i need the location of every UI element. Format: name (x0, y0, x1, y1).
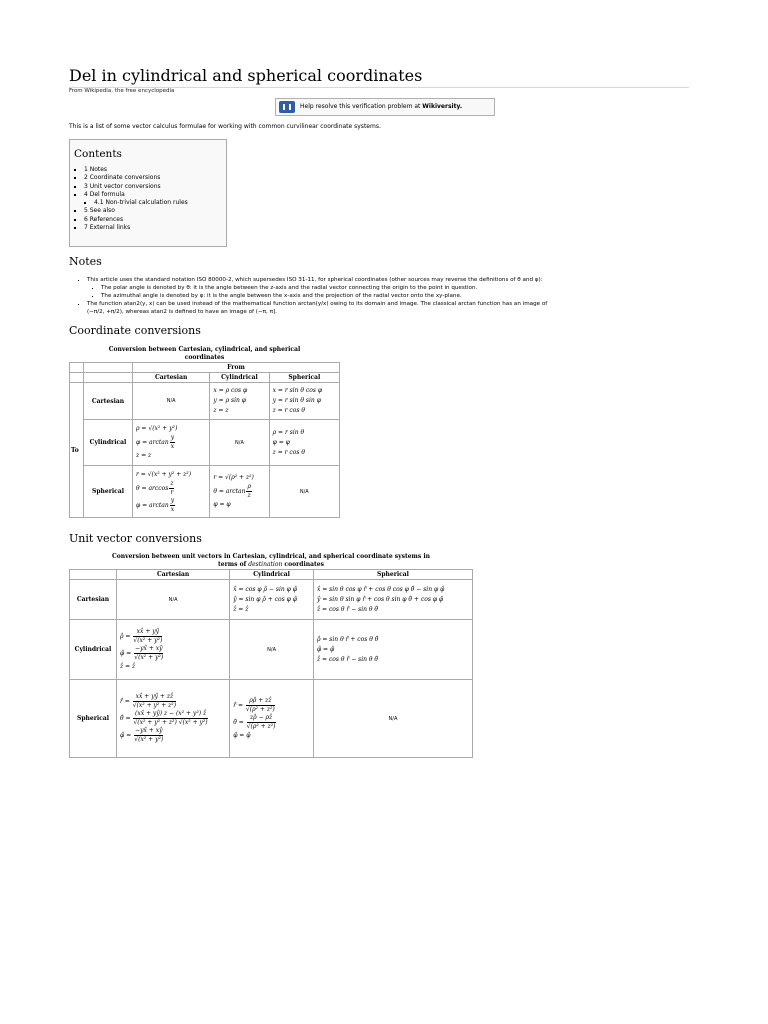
col-spherical: Spherical (313, 570, 472, 580)
coord-table (69, 362, 340, 518)
toc-item[interactable]: ▪ 2 Coordinate conversions (84, 174, 222, 182)
cyl-to-cart-cell (210, 383, 269, 420)
unit-caption-italic: destination (248, 561, 283, 568)
wikiversity-link[interactable]: Wikiversity. (422, 103, 463, 110)
unit-caption-line1: Conversion between unit vectors in Cartesian, cylindrical, and spherical coordinate systems in (111, 553, 431, 560)
row-spherical: Spherical (84, 466, 133, 518)
row-cartesian: Cartesian (84, 383, 133, 420)
toc-item[interactable]: ▪ 3 Unit vector conversions (84, 183, 222, 191)
formula: ρ = r sin θ (272, 428, 305, 436)
unit-caption (69, 553, 473, 569)
unit-heading: Unit vector conversions (69, 532, 202, 545)
toc-item[interactable]: ▪ 5 See also (84, 207, 222, 215)
formula: x = ρ cos φ (213, 387, 248, 394)
formula: x̂ = sin θ cos φ r̂ + cos θ cos φ θ̂ − sin φ φ̂ (316, 585, 445, 593)
page-subtitle: From Wikipedia, the free encyclopedia (69, 88, 175, 94)
formula: ẑ = cos θ r̂ − sin θ θ̂ (316, 655, 379, 663)
toc-item[interactable]: 4 Del formula (84, 190, 125, 198)
coord-caption (69, 346, 340, 362)
coord-caption-line2: coordinates (184, 354, 225, 361)
wikiversity-logo-icon (279, 101, 295, 113)
cyl-to-cart-cell (230, 580, 314, 620)
formula: ẑ = cos θ r̂ − sin θ θ̂ (316, 605, 379, 613)
unit-table (69, 569, 473, 758)
article (69, 66, 689, 743)
row-cartesian: Cartesian (70, 580, 117, 620)
col-spherical: Spherical (269, 373, 339, 383)
na-cell: N/A (117, 580, 230, 620)
cyl-to-sph-cell: r̂ = $\frac{\text{ρρ̂ + zẑ}}{\text{√(ρ² + z²)}}$ θ̂ = $\frac{\text{zρ̂ − ρẑ}}{\text{√(ρ² + z²)}}$ φ̂ = φ̂ (230, 680, 314, 758)
toc-title: Contents (74, 148, 122, 160)
formula: x̂ = cos φ ρ̂ − sin φ φ̂ (233, 585, 297, 593)
coord-caption-line1: Conversion between Cartesian, cylindrical, and spherical (108, 346, 301, 353)
cart-to-sph-cell: r̂ = $\frac{\text{xx̂ + yŷ + zẑ}}{\text{√(x² + y² + z²)}}$ θ̂ = $\frac{\text{(xx̂ + yŷ) z − (x² + y²) ẑ}}{\text{√(x² + y² + z²) √(x² + y²)}}$ φ̂ = $\frac{-yx̂ + xŷ}{\text{√(x² + y²)}}$ (117, 680, 230, 758)
formula: φ̂ = φ̂ (316, 645, 335, 653)
col-cartesian: Cartesian (117, 570, 230, 580)
to-header: To (70, 383, 84, 518)
wikiversity-text: Help resolve this verification problem at (300, 103, 423, 110)
row-cylindrical: Cylindrical (84, 420, 133, 466)
page-title: Del in cylindrical and spherical coordinates (69, 66, 689, 88)
na-cell: N/A (269, 466, 339, 518)
na-cell: N/A (313, 680, 472, 758)
row-cylindrical: Cylindrical (70, 620, 117, 680)
intro-text: This is a list of some vector calculus formulae for working with common curvilinear coordinate systems. (69, 123, 381, 130)
formula: ρ̂ = sin θ r̂ + cos θ θ̂ (316, 635, 379, 643)
cart-to-cyl-cell: ρ = √(x² + y²) φ = arctan $\frac{y}{x}$ z = z (133, 420, 210, 466)
formula: z = r cos θ (272, 448, 305, 456)
col-cartesian: Cartesian (133, 373, 210, 383)
formula: ẑ = ẑ (233, 605, 249, 613)
notes-heading: Notes (69, 255, 102, 268)
cyl-to-sph-cell: r = √(ρ² + z²) θ = arctan $\frac{\rho}{z}$ φ = φ (210, 466, 269, 518)
formula: y = ρ sin φ (213, 397, 246, 404)
note-item: This article uses the standard notation ISO 80000-2, which supersedes ISO 31-11, for spherical coordinates (other sources may reverse the definitions of θ and φ): (87, 277, 543, 283)
notes-list (77, 276, 717, 316)
from-header: From (133, 363, 340, 373)
cart-to-cyl-cell: ρ̂ = $\frac{xx̂ + yŷ}{\text{√(x² + y²)}}$ φ̂ = $\frac{-yx̂ + xŷ}{\text{√(x² + y²)}}$ ẑ = ẑ (117, 620, 230, 680)
wikiversity-box (275, 98, 495, 116)
sph-to-cyl-cell (313, 620, 472, 680)
col-cylindrical: Cylindrical (230, 570, 314, 580)
note-subitem: ▪ The polar angle is denoted by θ: it is the angle between the z-axis and the radial vector connecting the origin to the point in question. (101, 284, 717, 292)
sph-to-cart-cell (313, 580, 472, 620)
toc-item[interactable]: ▪ 1 Notes (84, 166, 222, 174)
formula: z = z (213, 407, 229, 414)
formula: ŷ = sin φ ρ̂ + cos φ φ̂ (233, 595, 297, 603)
table-of-contents (69, 139, 227, 247)
toc-subitem[interactable]: ▪ 4.1 Non-trivial calculation rules (94, 199, 222, 207)
formula: ŷ = sin θ sin φ r̂ + cos θ sin φ θ̂ + cos φ φ̂ (316, 595, 444, 603)
coord-heading: Coordinate conversions (69, 324, 201, 337)
formula: φ = φ (272, 438, 290, 446)
unit-caption-part: terms of (218, 561, 249, 568)
formula: z = r cos θ (272, 407, 305, 414)
note-subitem: ▪ The azimuthal angle is denoted by φ: it is the angle between the x-axis and the projection of the radial vector onto the xy-plane. (101, 292, 717, 300)
toc-item[interactable]: ▪ 6 References (84, 216, 222, 224)
unit-caption-part: coordinates (282, 561, 324, 568)
row-spherical: Spherical (70, 680, 117, 758)
formula: x = r sin θ cos φ (272, 387, 323, 394)
unit-table-wrap (69, 553, 473, 758)
sph-to-cart-cell (269, 383, 339, 420)
toc-item[interactable]: ▪ 7 External links (84, 224, 222, 232)
na-cell: N/A (210, 420, 269, 466)
coord-table-wrap (69, 346, 340, 518)
na-cell: N/A (230, 620, 314, 680)
note-item: The function atan2(y, x) can be used instead of the mathematical function arctan(y/x) owing to its domain and image. The classical arctan function has an image of (87, 301, 548, 307)
sph-to-cyl-cell (269, 420, 339, 466)
note-item-cont: (−π/2, +π/2), whereas atan2 is defined to have an image of (−π, π]. (87, 309, 277, 315)
cart-to-sph-cell: r = √(x² + y² + z²) θ = arccos $\frac{z}{r}$ φ = arctan $\frac{y}{x}$ (133, 466, 210, 518)
formula: y = r sin θ sin φ (272, 397, 321, 404)
col-cylindrical: Cylindrical (210, 373, 269, 383)
na-cell: N/A (133, 383, 210, 420)
